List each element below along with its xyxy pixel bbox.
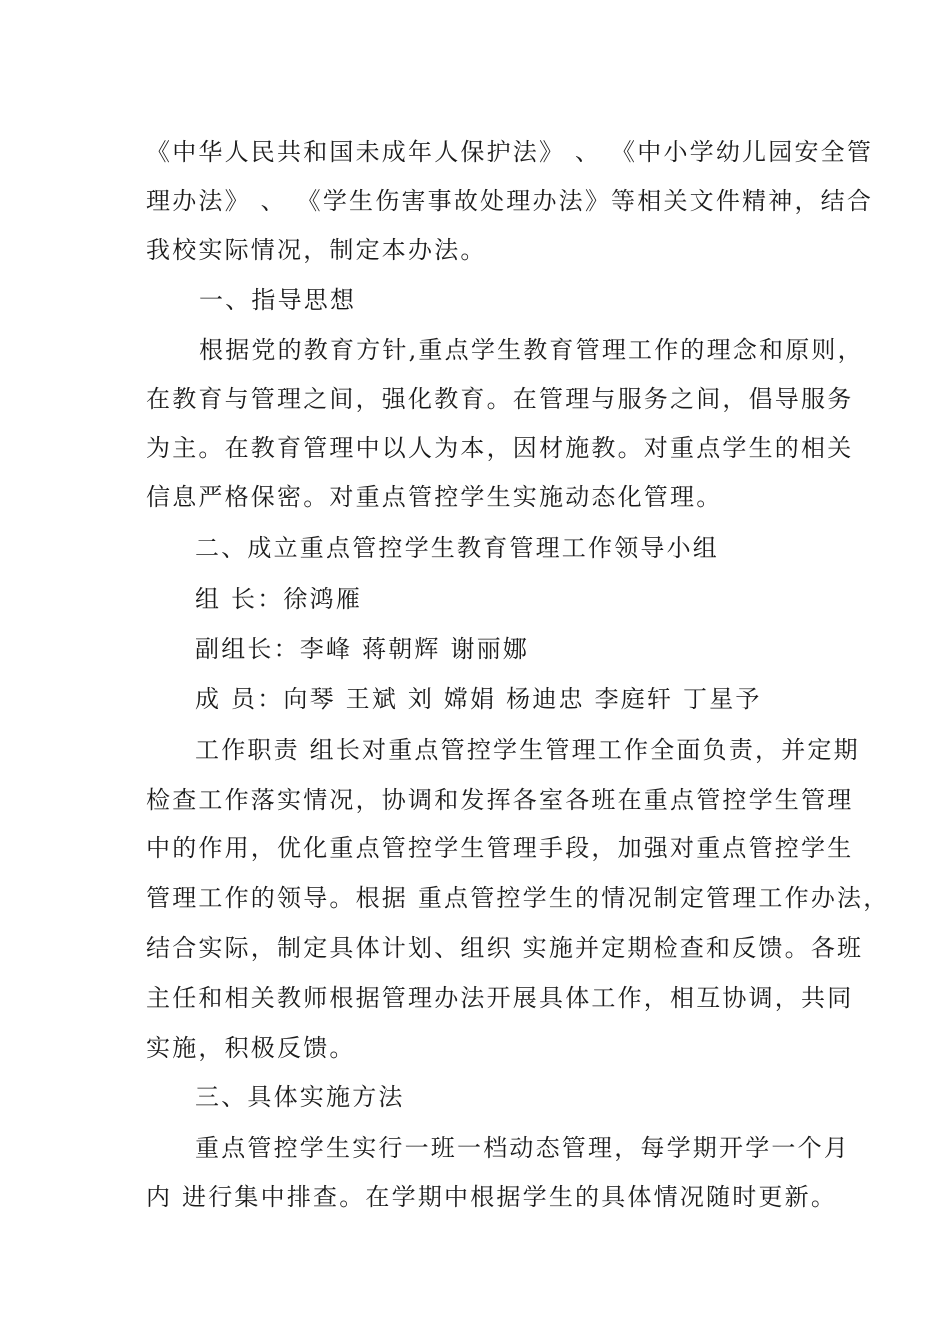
text-line-19: 实施，积极反馈。 xyxy=(146,1034,356,1062)
group-leader-line: 组 长：徐鸿雁 xyxy=(195,585,363,613)
text-line-16: 管理工作的领导。根据 重点管控学生的情况制定管理工作办法， xyxy=(146,884,890,912)
section-heading-3: 三、具体实施方法 xyxy=(195,1083,405,1111)
text-line-22: 内 进行集中排查。在学期中根据学生的具体情况随时更新。 xyxy=(146,1183,838,1211)
text-line-21: 重点管控学生实行一班一档动态管理，每学期开学一个月 xyxy=(195,1134,850,1162)
section-heading-1: 一、指导思想 xyxy=(199,286,357,314)
text-line-15: 中的作用，优化重点管控学生管理手段，加强对重点管控学生 xyxy=(146,834,854,862)
text-line-18: 主任和相关教师根据管理办法开展具体工作，相互协调，共同 xyxy=(146,984,854,1012)
text-line-2: 理办法》 、 《学生伤害事故处理办法》等相关文件精神，结合 xyxy=(146,187,874,215)
text-line-7: 为主。在教育管理中以人为本，因材施教。对重点学生的相关 xyxy=(146,434,854,462)
text-line-14: 检查工作落实情况，协调和发挥各室各班在重点管控学生管理 xyxy=(146,786,854,814)
text-line-17: 结合实际，制定具体计划、组织 实施并定期检查和反馈。各班 xyxy=(146,934,864,962)
text-line-8: 信息严格保密。对重点管控学生实施动态化管理。 xyxy=(146,483,723,511)
members-line: 成 员：向琴 王斌 刘 嫦娟 杨迪忠 李庭轩 丁星予 xyxy=(195,685,762,713)
deputy-leader-line: 副组长：李峰 蒋朝辉 谢丽娜 xyxy=(195,635,530,663)
text-line-6: 在教育与管理之间，强化教育。在管理与服务之间，倡导服务 xyxy=(146,385,854,413)
section-heading-2: 二、成立重点管控学生教育管理工作领导小组 xyxy=(195,534,719,562)
text-line-1: 《中华人民共和国未成年人保护法》 、 《中小学幼儿园安全管 xyxy=(146,138,874,166)
text-line-13: 工作职责 组长对重点管控学生管理工作全面负责，并定期 xyxy=(195,736,860,764)
text-line-3: 我校实际情况，制定本办法。 xyxy=(146,236,487,264)
text-line-5: 根据党的教育方针,重点学生教育管理工作的理念和原则， xyxy=(199,336,864,364)
